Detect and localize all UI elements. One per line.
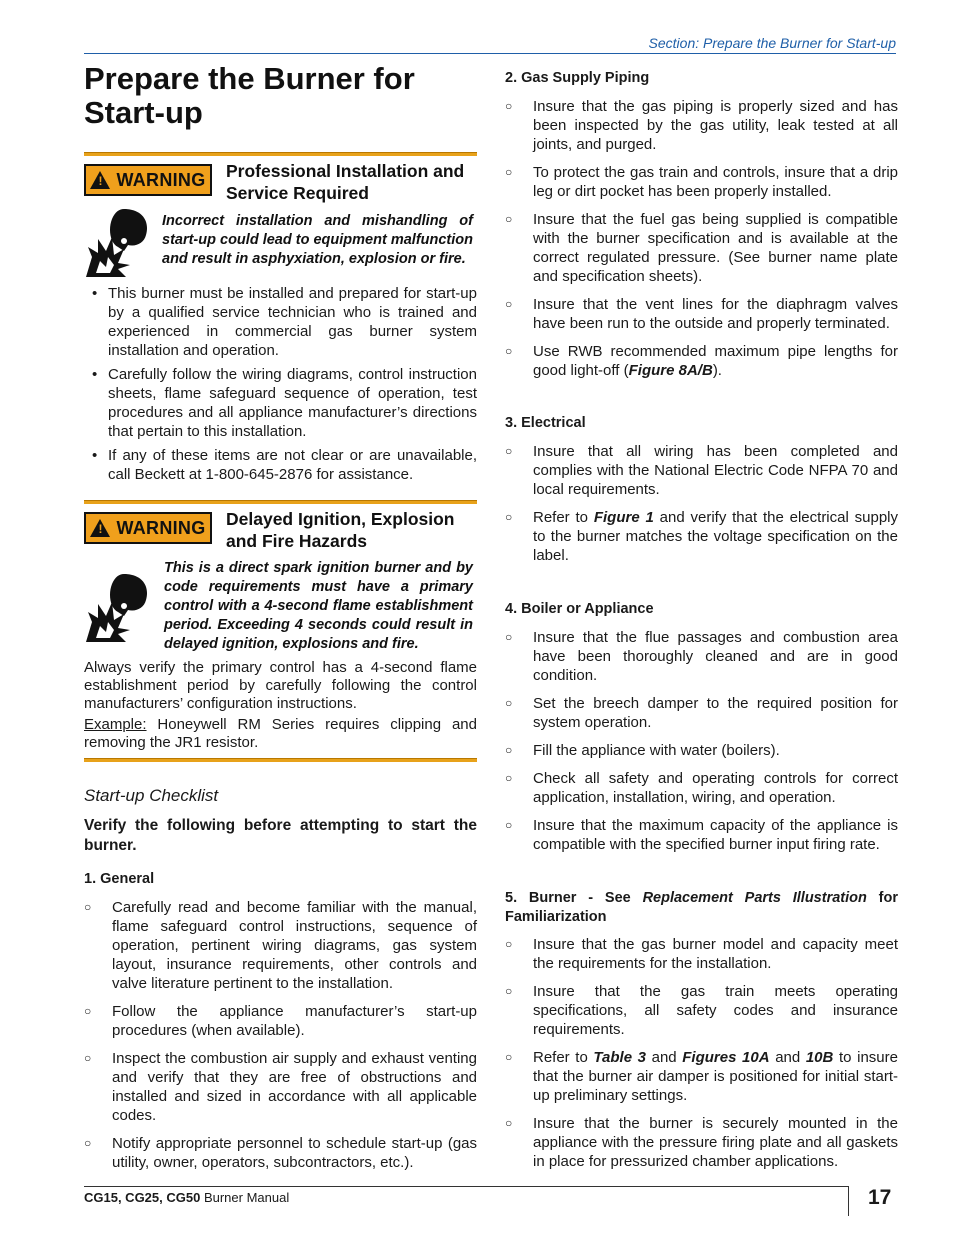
warning-rule (84, 500, 477, 504)
list-item: ○ Insure that the burner is securely mounted in the appliance with the pressure firing plate and all gaskets in place for pressurized chamber applications. (505, 1114, 898, 1171)
footer-manual-title: CG15, CG25, CG50 Burner Manual (84, 1190, 290, 1205)
example-note (84, 716, 477, 752)
list-item: ○ Insure that the gas piping is properly sized and has been inspected by the gas utility, leak tested at all joints, and purged. (505, 97, 898, 154)
footer-divider (84, 1186, 848, 1187)
section-heading: 1. General (84, 871, 155, 887)
list-item: ○ Refer to Figure 1 and verify that the electrical supply to the burner matches the voltage specification on the label. (505, 508, 898, 565)
list-item: ○ Refer to Table 3 and Figures 10A and 10B to insure that the burner air damper is positioned for initial start-up preliminary settings. (505, 1048, 898, 1105)
header-divider (84, 53, 896, 54)
explosion-hazard-icon (84, 207, 154, 279)
warning-title: Professional Installation and Service Required (226, 161, 465, 203)
illustration-reference: Replacement Parts Illustration (642, 890, 867, 906)
warning-2-body: Always verify the primary control has a 4-second flame establishment period by carefully following the control manufacturers’ configuration instructions. (84, 659, 477, 712)
figure-reference: Figure 8A/B (628, 362, 713, 379)
example-label: Example: (84, 716, 147, 733)
page-title: Prepare the Burner for Start-up (84, 61, 415, 130)
list-item: ○ Insure that all wiring has been completed and complies with the National Electric Code NFPA 70 and local requirements. (505, 442, 898, 499)
warning-text: Incorrect installation and mishandling of start-up could lead to equipment malfunction and result in asphyxiation, explosion or fire. (162, 213, 473, 267)
section-heading: 4. Boiler or Appliance (505, 601, 654, 617)
warning-badge: ! WARNING (84, 512, 212, 544)
list-item: ○ To protect the gas train and controls, insure that a drip leg or dirt pocket has been properly installed. (505, 163, 898, 201)
list-item: ○ Fill the appliance with water (boilers). (505, 741, 898, 760)
warning-rule (84, 152, 477, 156)
explosion-hazard-icon (84, 572, 154, 644)
list-item: • This burner must be installed and prepared for start-up by a qualified service technician who is trained and experienced in commercial gas burner system installation and operation. (84, 284, 477, 360)
warning-text: This is a direct spark ignition burner and by code requirements must have a primary control with a 4-second flame establishment period. Exceeding 4 seconds could result in delayed ignition, explosions and fire. (164, 560, 473, 652)
warning-1-bullets (84, 284, 477, 489)
warning-rule (84, 758, 477, 762)
figure-reference: 10B (805, 1049, 834, 1066)
electrical-list (505, 442, 898, 574)
list-item: • If any of these items are not clear or are unavailable, call Beckett at 1-800-645-2876 for assistance. (84, 446, 477, 484)
section-heading: 5. Burner - See Replacement Parts Illustration for Familiarization (505, 890, 899, 925)
burner-list (505, 935, 898, 1180)
list-item: ○ Set the breech damper to the required position for system operation. (505, 694, 898, 732)
list-item: ○ Insure that the flue passages and combustion area have been thoroughly cleaned and are in good condition. (505, 628, 898, 685)
figure-reference: Figure 1 (593, 509, 654, 526)
section-heading: 2. Gas Supply Piping (505, 70, 650, 86)
list-item: ○ Carefully read and become familiar with the manual, flame safeguard control instructions, sequence of operation, pertinent wiring diagrams, gas system layout, insurance requirements, other controls and valve literature pertinent to the installation. (84, 898, 477, 993)
list-item: ○ Inspect the combustion air supply and exhaust venting and verify that they are free of obstructions and installed and sized in accordance with all applicable codes. (84, 1049, 477, 1125)
figure-reference: Figures 10A (682, 1049, 770, 1066)
list-item: ○ Insure that the gas train meets operating specifications, all safety codes and insurance requirements. (505, 982, 898, 1039)
checklist-title: Start-up Checklist (84, 786, 219, 805)
warning-badge: ! WARNING (84, 164, 212, 196)
checklist-intro: Verify the following before attempting to start the burner. (84, 817, 477, 854)
list-item: ○ Insure that the gas burner model and capacity meet the requirements for the installation. (505, 935, 898, 973)
list-item: ○ Insure that the fuel gas being supplied is compatible with the burner specification and is available at the correct regulated pressure. (See burner name plate and specification sheets). (505, 210, 898, 286)
general-list (84, 898, 477, 1181)
example-text: Honeywell RM Series requires clipping and removing the JR1 resistor. (84, 716, 477, 751)
section-heading: 3. Electrical (505, 415, 586, 431)
section-header: Section: Prepare the Burner for Start-up (648, 35, 896, 51)
list-item: ○ Check all safety and operating controls for correct application, installation, wiring, and operation. (505, 769, 898, 807)
list-item: ○ Use RWB recommended maximum pipe lengths for good light-off (Figure 8A/B). (505, 342, 898, 380)
boiler-list (505, 628, 898, 863)
list-item: ○ Insure that the vent lines for the diaphragm valves have been run to the outside and properly terminated. (505, 295, 898, 333)
footer-vertical-divider (848, 1186, 849, 1216)
warning-triangle-icon (90, 171, 110, 189)
list-item: ○ Follow the appliance manufacturer’s start-up procedures (when available). (84, 1002, 477, 1040)
page-number: 17 (868, 1186, 892, 1209)
gas-list (505, 97, 898, 389)
list-item: • Carefully follow the wiring diagrams, control instruction sheets, flame safeguard sequence of operation, test procedures and all appliance manufacturer’s directions that pertain to this installation. (84, 365, 477, 441)
table-reference: Table 3 (593, 1049, 646, 1066)
warning-title: Delayed Ignition, Explosion and Fire Hazards (226, 509, 455, 551)
list-item: ○ Notify appropriate personnel to schedule start-up (gas utility, owner, operators, subcontractors, etc.). (84, 1134, 477, 1172)
warning-triangle-icon (90, 519, 110, 537)
list-item: ○ Insure that the maximum capacity of the appliance is compatible with the specified burner input firing rate. (505, 816, 898, 854)
